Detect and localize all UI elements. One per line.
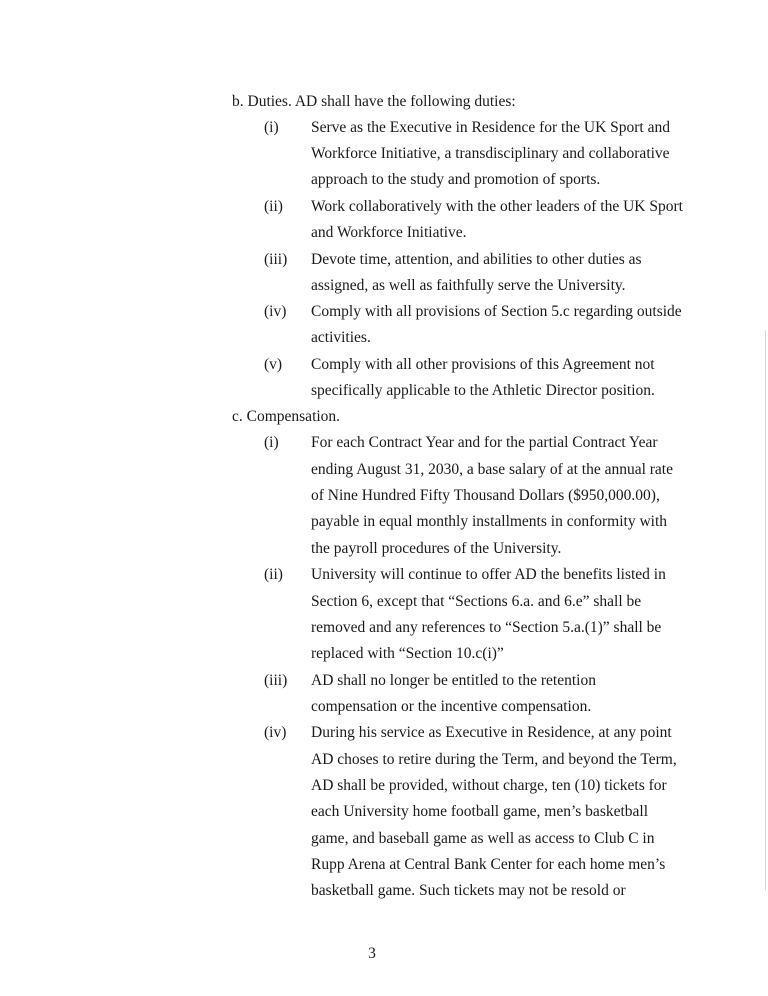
section-c-item-4-line-6: Rupp Arena at Central Bank Center for each home men’s: [311, 856, 666, 873]
section-b-item-5-number: (v): [264, 356, 283, 373]
section-b-item-1-line-2: Workforce Initiative, a transdisciplinary and collaborative: [311, 145, 670, 162]
section-c-heading: c. Compensation.: [232, 408, 341, 425]
section-c-item-3-number: (iii): [264, 672, 288, 689]
section-c-item-3-line-1: AD shall no longer be entitled to the retention: [311, 672, 596, 689]
section-c-item-4-number: (iv): [264, 724, 287, 741]
scan-edge-mark: [765, 330, 766, 890]
section-b-item-3-line-1: Devote time, attention, and abilities to other duties as: [311, 251, 642, 268]
section-c-item-4-line-5: game, and baseball game as well as access to Club C in: [311, 830, 655, 847]
section-c-item-3-line-2: compensation or the incentive compensation.: [311, 698, 592, 715]
section-c-item-1-line-3: of Nine Hundred Fifty Thousand Dollars ($950,000.00),: [311, 487, 660, 504]
section-c-item-1-line-2: ending August 31, 2030, a base salary of at the annual rate: [311, 461, 673, 478]
section-c-item-2-number: (ii): [264, 566, 283, 583]
section-b-item-1-line-1: Serve as the Executive in Residence for the UK Sport and: [311, 119, 670, 136]
section-b-item-3-number: (iii): [264, 251, 288, 268]
section-c-item-1-number: (i): [264, 434, 279, 451]
section-b-item-3-line-2: assigned, as well as faithfully serve the University.: [311, 277, 626, 294]
section-c-item-1-line-4: payable in equal monthly installments in conformity with: [311, 513, 668, 530]
section-c-item-2-line-1: University will continue to offer AD the benefits listed in: [311, 566, 666, 583]
section-b-item-4-line-2: activities.: [311, 329, 371, 346]
page-number: 3: [368, 945, 376, 962]
section-c-item-4-line-4: each University home football game, men’s basketball: [311, 803, 649, 820]
section-c-item-1-line-5: the payroll procedures of the University.: [311, 540, 562, 557]
section-b-item-2-line-2: and Workforce Initiative.: [311, 224, 467, 241]
section-c-item-4-line-3: AD shall be provided, without charge, ten (10) tickets for: [311, 777, 667, 794]
section-c-item-4-line-1: During his service as Executive in Residence, at any point: [311, 724, 672, 741]
section-b-heading: b. Duties. AD shall have the following duties:: [232, 93, 516, 110]
section-b-item-5-line-1: Comply with all other provisions of this Agreement not: [311, 356, 655, 373]
section-c-item-2-line-3: removed and any references to “Section 5.a.(1)” shall be: [311, 619, 662, 636]
section-b-item-5-line-2: specifically applicable to the Athletic Director position.: [311, 382, 655, 399]
section-c-item-1-line-1: For each Contract Year and for the partial Contract Year: [311, 434, 658, 451]
section-b-item-1-line-3: approach to the study and promotion of sports.: [311, 171, 601, 188]
section-b-item-4-number: (iv): [264, 303, 287, 320]
section-b-item-4-line-1: Comply with all provisions of Section 5.c regarding outside: [311, 303, 682, 320]
section-b-item-2-number: (ii): [264, 198, 283, 215]
section-b-item-1-number: (i): [264, 119, 279, 136]
section-c-item-4-line-7: basketball game. Such tickets may not be resold or: [311, 882, 626, 899]
section-c-item-4-line-2: AD choses to retire during the Term, and beyond the Term,: [311, 751, 677, 768]
section-b-item-2-line-1: Work collaboratively with the other leaders of the UK Sport: [311, 198, 683, 215]
section-c-item-2-line-4: replaced with “Section 10.c(i)”: [311, 645, 504, 662]
section-c-item-2-line-2: Section 6, except that “Sections 6.a. and 6.e” shall be: [311, 593, 642, 610]
